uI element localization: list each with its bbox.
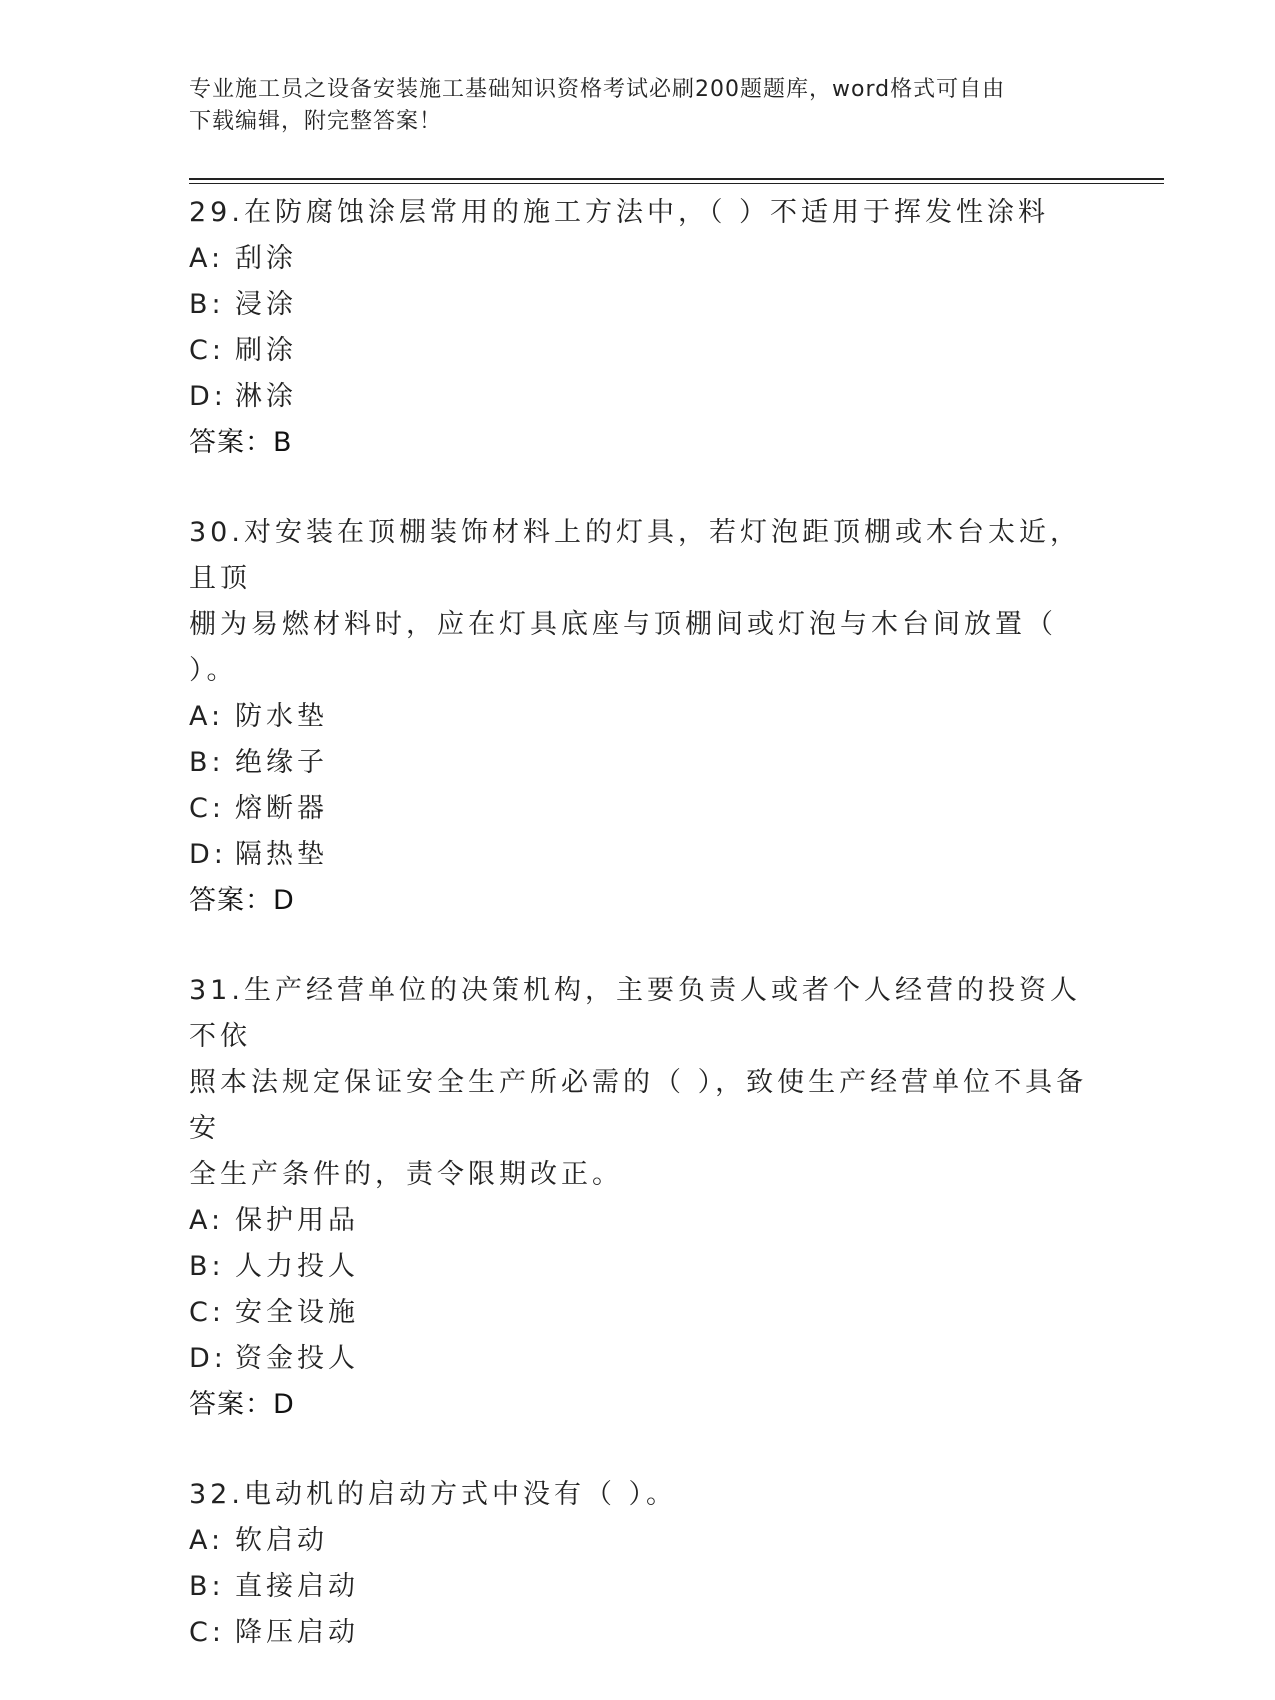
answer-option <box>189 1244 1089 1290</box>
answer-key: 答案：D <box>189 885 295 916</box>
option-text: 人力投人 <box>235 1251 359 1282</box>
answer-option <box>189 236 1089 282</box>
option-key: A: <box>189 701 225 732</box>
question-list <box>189 190 1089 1700</box>
question-stem-line: 棚为易燃材料时，应在灯具底座与顶棚间或灯泡与木台间放置（ ）。 <box>189 609 1057 686</box>
answer-option <box>189 1564 1089 1610</box>
option-text: 绝缘子 <box>235 747 328 778</box>
option-key: C: <box>189 793 225 824</box>
answer-option <box>189 328 1089 374</box>
option-text: 软启动 <box>235 1525 328 1556</box>
answer-option <box>189 786 1089 832</box>
header-line-1: 专业施工员之设备安装施工基础知识资格考试必刷200题题库，word格式可自由 <box>189 77 1006 102</box>
option-key: C: <box>189 1297 225 1328</box>
question-block <box>189 1472 1089 1656</box>
option-key: A: <box>189 243 225 274</box>
answer-key: 答案：D <box>189 1389 295 1420</box>
answer-option <box>189 374 1089 420</box>
option-text: 保护用品 <box>235 1205 359 1236</box>
question-block <box>189 968 1089 1428</box>
answer-option <box>189 832 1089 878</box>
answer-option <box>189 1610 1089 1656</box>
document-header <box>189 74 1079 138</box>
question-stem-line: 30.对安装在顶棚装饰材料上的灯具，若灯泡距顶棚或木台太近，且顶 <box>189 517 1081 594</box>
option-key: C: <box>189 335 225 366</box>
option-key: B: <box>189 747 225 778</box>
option-text: 熔断器 <box>235 793 328 824</box>
question-stem-line: 31.生产经营单位的决策机构，主要负责人或者个人经营的投资人不依 <box>189 975 1081 1052</box>
question-stem-line: 32.电动机的启动方式中没有（ ）。 <box>189 1479 678 1510</box>
option-key: A: <box>189 1525 225 1556</box>
answer-key: 答案：B <box>189 427 293 458</box>
question-stem-line: 全生产条件的，责令限期改正。 <box>189 1159 623 1190</box>
option-text: 浸涂 <box>235 289 297 320</box>
option-key: B: <box>189 1571 225 1602</box>
question-block <box>189 510 1089 924</box>
question-stem-line: 29.在防腐蚀涂层常用的施工方法中，（ ）不适用于挥发性涂料 <box>189 197 1050 228</box>
answer-option <box>189 1290 1089 1336</box>
option-text: 刮涂 <box>235 243 297 274</box>
answer-option <box>189 1336 1089 1382</box>
answer-option <box>189 740 1089 786</box>
option-key: D: <box>189 381 227 412</box>
option-text: 资金投人 <box>235 1343 359 1374</box>
option-key: A: <box>189 1205 225 1236</box>
question-stem-line: 照本法规定保证安全生产所必需的（ ），致使生产经营单位不具备安 <box>189 1067 1088 1144</box>
answer-option <box>189 1198 1089 1244</box>
option-key: C: <box>189 1617 225 1648</box>
option-key: B: <box>189 289 225 320</box>
option-text: 防水垫 <box>235 701 328 732</box>
header-line-2: 下载编辑，附完整答案！ <box>189 109 443 134</box>
header-divider-thin <box>189 183 1164 184</box>
option-text: 直接启动 <box>235 1571 359 1602</box>
question-block <box>189 190 1089 466</box>
option-text: 淋涂 <box>235 381 297 412</box>
answer-option <box>189 694 1089 740</box>
option-key: D: <box>189 1343 227 1374</box>
option-text: 隔热垫 <box>235 839 328 870</box>
answer-option <box>189 1518 1089 1564</box>
option-text: 刷涂 <box>235 335 297 366</box>
option-key: D: <box>189 839 227 870</box>
answer-option <box>189 282 1089 328</box>
header-divider-thick <box>189 178 1164 180</box>
option-text: 降压启动 <box>235 1617 359 1648</box>
option-text: 安全设施 <box>235 1297 359 1328</box>
option-key: B: <box>189 1251 225 1282</box>
